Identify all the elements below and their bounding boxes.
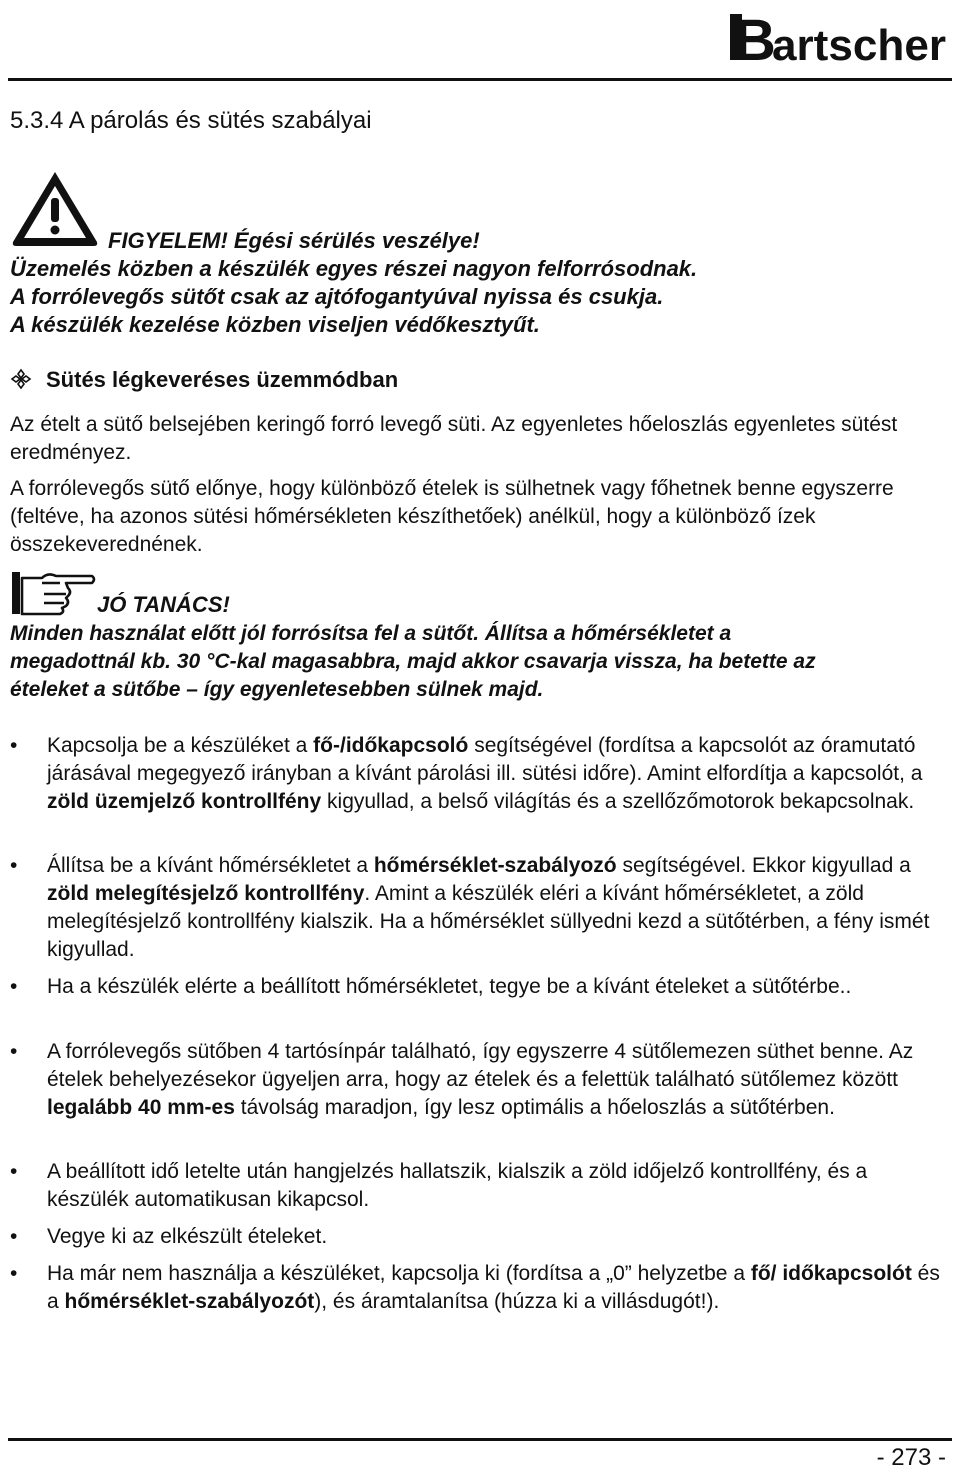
tip-line: ételeket a sütőbe – így egyenletesebben sülnek majd. [10, 678, 544, 701]
warning-line: A készülék kezelése közben viseljen védőkesztyűt. [10, 312, 540, 337]
bartscher-logo [728, 4, 948, 70]
list-item [10, 973, 950, 1001]
bullet-icon: • [10, 1262, 18, 1285]
warning-line: Üzemelés közben a készülék egyes részei nagyon felforrósodnak. [10, 256, 698, 281]
header-rule [8, 78, 952, 81]
list-item-text: Állítsa be a kívánt hőmérsékletet a hőmérséklet-szabályozó segítségével. Ekkor kigyullad a zöld melegítésjelző kontrollfény. Amint a készülék eléri a kívánt hőmérsékletet, a zöld melegítésjelző kontrollfény kialszik. Ha a hőmérséklet süllyedni kezd a sütőtérben, a fény ismét kigyullad. [47, 854, 930, 961]
list-item-text: Vegye ki az elkészült ételeket. [47, 1225, 328, 1248]
list-item [10, 1223, 950, 1251]
warning-triangle-icon [10, 168, 100, 248]
bullet-icon: • [10, 734, 18, 757]
list-item [10, 1038, 950, 1122]
footer-rule [8, 1438, 952, 1441]
list-item-text: A forrólevegős sütőben 4 tartósínpár található, így egyszerre 4 sütőlemezen süthet benne. Az ételek behelyezésekor ügyeljen arra, hogy az ételek és a felettük található sütőlemez között legalább 40 mm-es távolság maradjon, így lesz optimális a hőeloszlás a sütőtérben. [47, 1040, 914, 1119]
paragraph: Az ételt a sütő belsejében keringő forró levegő süti. Az egyenletes hőeloszlás egyenletes sütést eredményez. [10, 413, 898, 464]
list-item [10, 1260, 950, 1316]
list-item-text: Kapcsolja be a készüléket a fő-/időkapcsoló segítségével (fordítsa a kapcsolót az óramutató járásával megegyező irányban a kívánt párolási ill. sütési időre). Amint elfordítja a kapcsolót, a zöld üzemjelző kontrollfény kigyullad, a belső világítás és a szellőzőmotorok bekapcsolnak. [47, 734, 923, 813]
bullet-icon: • [10, 1040, 18, 1063]
pointing-hand-icon [10, 570, 96, 616]
diamond-bullet-icon [10, 368, 32, 390]
tip-line: megadottnál kb. 30 °C-kal magasabbra, majd akkor csavarja vissza, ha betette az [10, 650, 816, 673]
list-item [10, 732, 950, 816]
warning-title: FIGYELEM! Égési sérülés veszélye! [108, 228, 480, 253]
list-item-text: A beállított idő letelte után hangjelzés hallatszik, kialszik a zöld időjelző kontrollfény, és a készülék automatikusan kikapcsol. [47, 1160, 868, 1211]
bullet-icon: • [10, 1160, 18, 1183]
list-item-text: Ha a készülék elérte a beállított hőmérsékletet, tegye be a kívánt ételeket a sütőtérbe.. [47, 975, 852, 998]
section-title: 5.3.4 A párolás és sütés szabályai [10, 107, 372, 134]
subheading: Sütés légkeveréses üzemmódban [46, 367, 399, 392]
tip-line: Minden használat előtt jól forrósítsa fel a sütőt. Állítsa a hőmérsékletet a [10, 622, 732, 645]
page-number: - 273 - [876, 1444, 946, 1471]
svg-text:B: B [734, 8, 776, 70]
bullet-icon: • [10, 975, 18, 998]
tip-title: JÓ TANÁCS! [97, 592, 230, 617]
paragraph: A forrólevegős sütő előnye, hogy különböző ételek is sülhetnek vagy főhetnek benne egyszerre (feltéve, ha azonos sütési hőmérsékleten készíthetőek) anélkül, hogy a különböző ízek összekeverednének. [10, 477, 894, 556]
warning-line: A forrólevegős sütőt csak az ajtófogantyúval nyissa és csukja. [10, 284, 664, 309]
svg-text:artscher: artscher [772, 21, 946, 70]
list-item [10, 1158, 950, 1214]
list-item-text: Ha már nem használja a készüléket, kapcsolja ki (fordítsa a „0” helyzetbe a fő/ időkapcsolót és a hőmérséklet-szabályozót), és áramtalanítsa (húzza ki a villásdugót!). [47, 1262, 940, 1313]
bullet-icon: • [10, 1225, 18, 1248]
bullet-icon: • [10, 854, 18, 877]
list-item [10, 852, 950, 964]
